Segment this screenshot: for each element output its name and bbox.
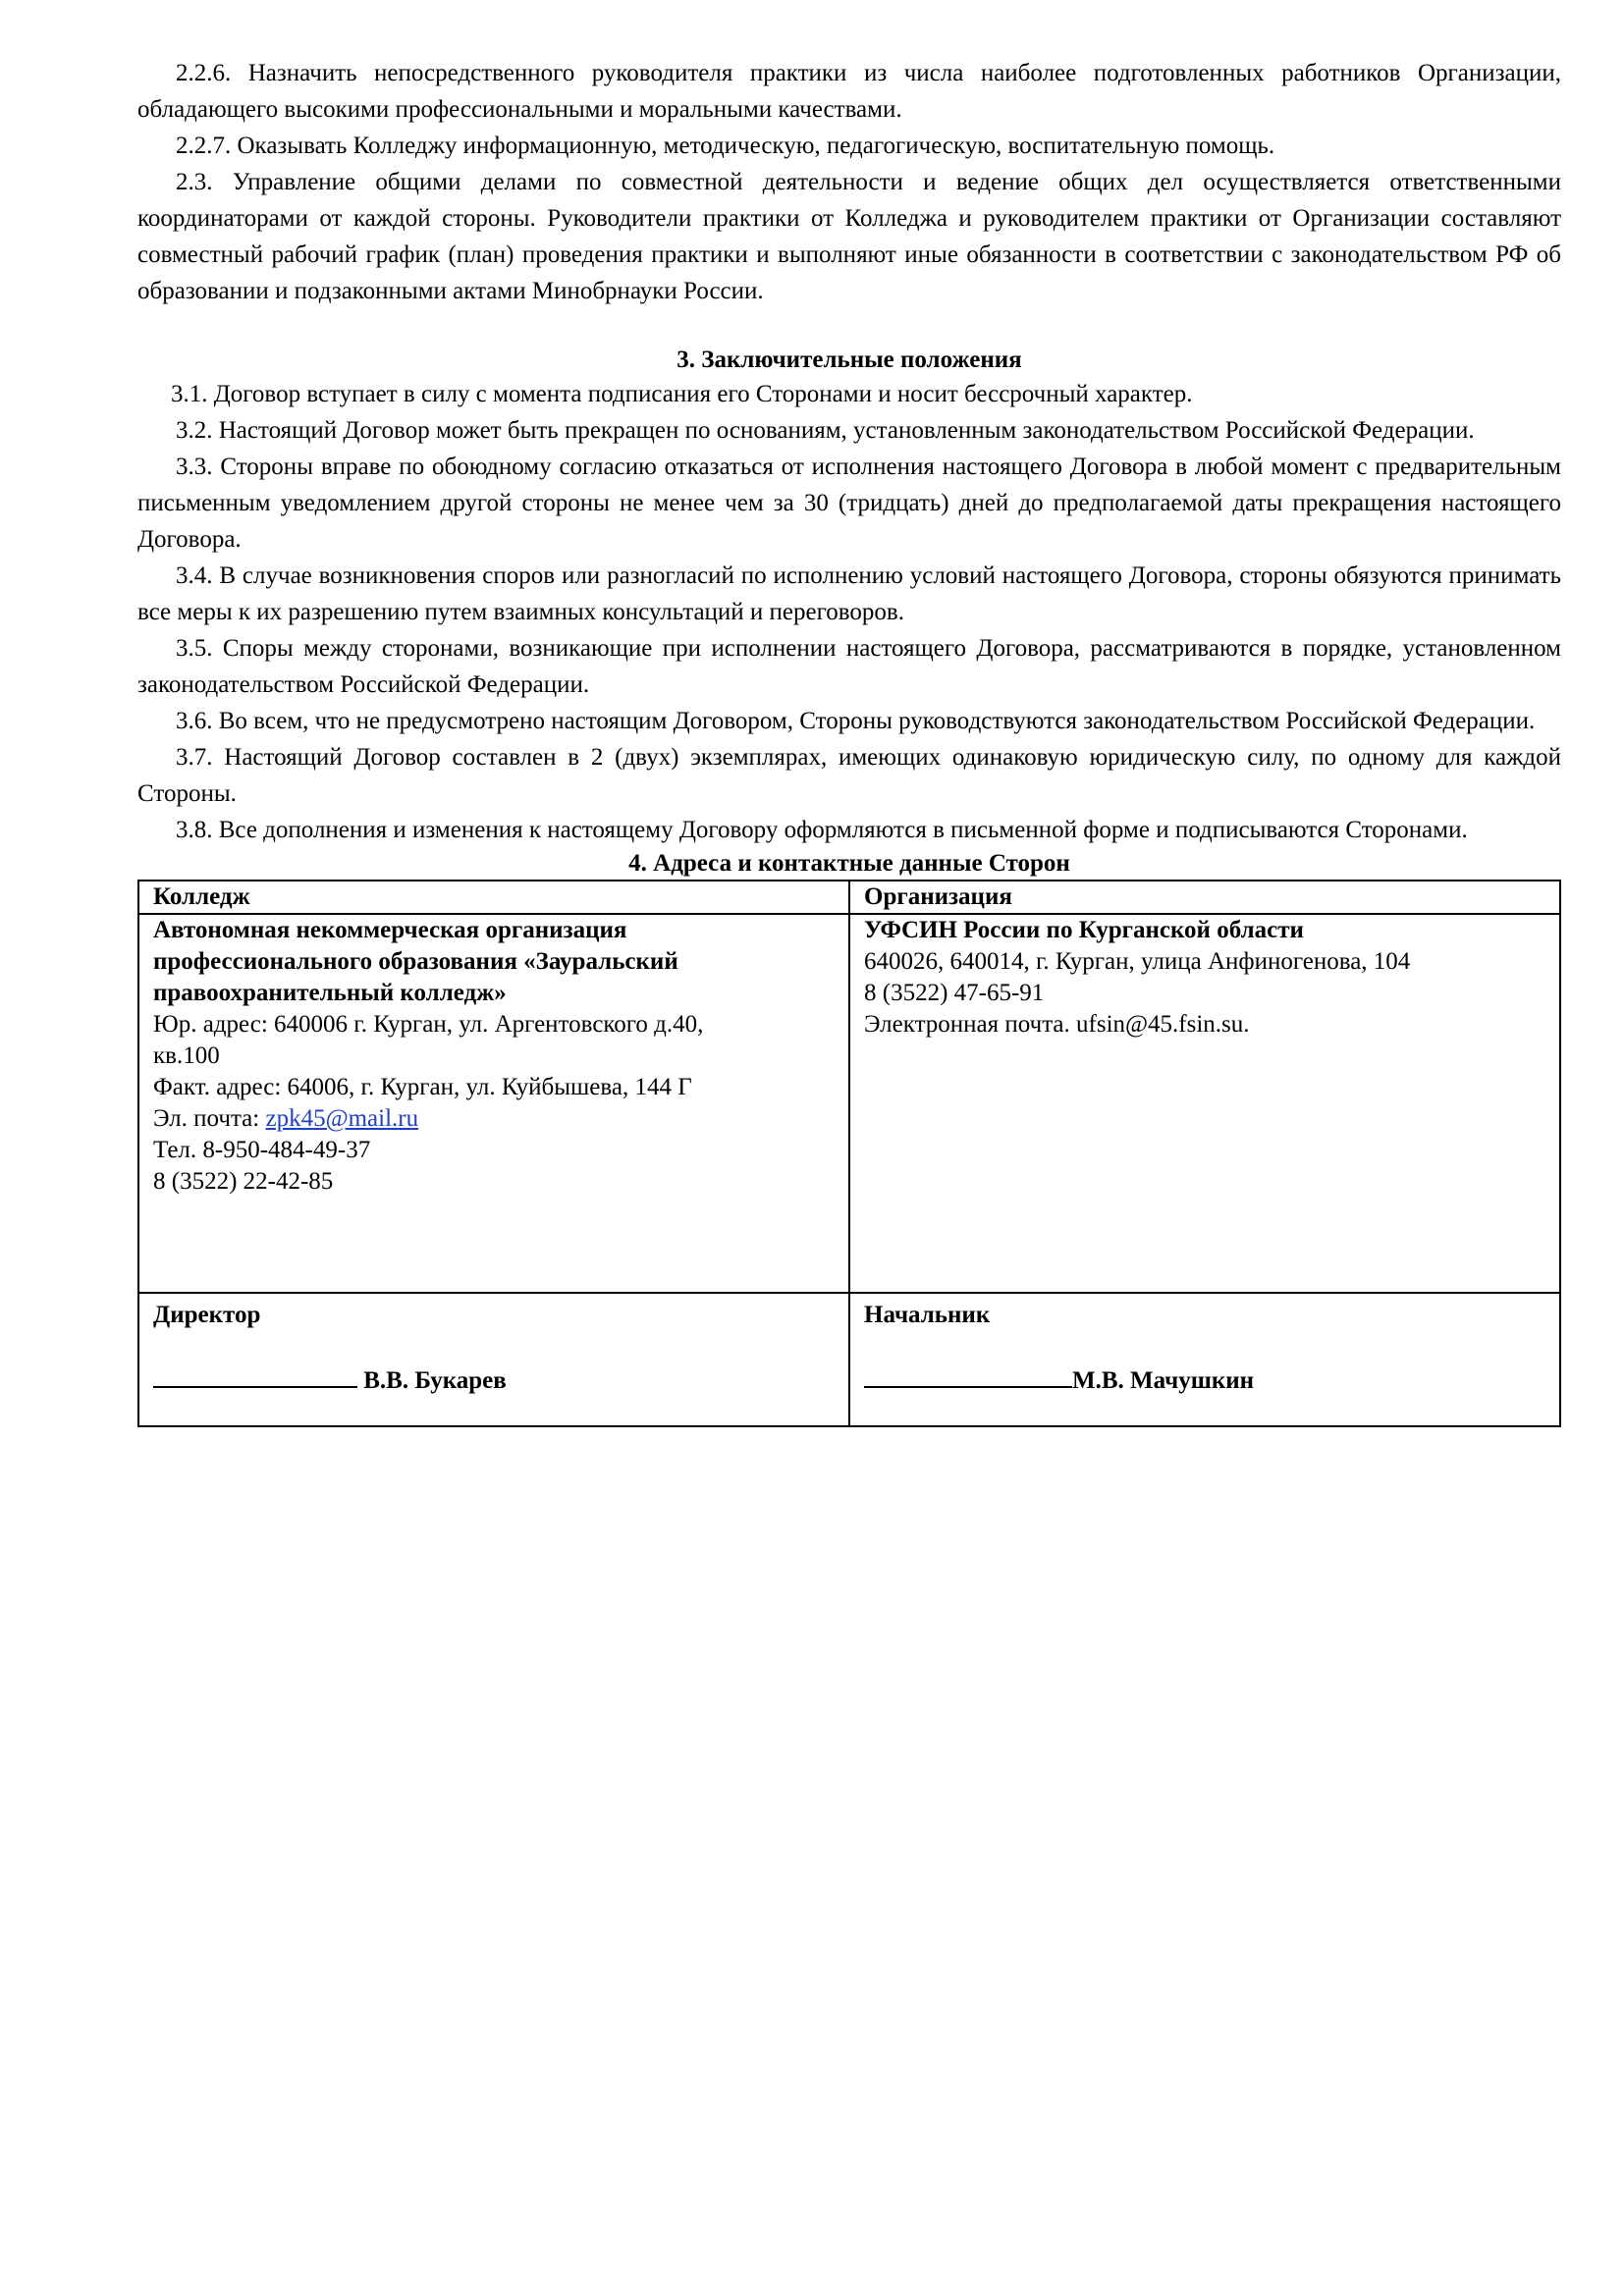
college-name-line-2: профессионального образования «Зауральский xyxy=(153,948,678,975)
college-details xyxy=(138,914,849,1293)
parties-signature-row xyxy=(138,1293,1560,1426)
college-header: Колледж xyxy=(138,881,849,914)
clause-3-7: 3.7. Настоящий Договор составлен в 2 (двух) экземплярах, имеющих одинаковую юридическую силу, по одному для каждой Стороны. xyxy=(137,744,1561,807)
document-page xyxy=(137,55,1561,1427)
organization-address: 640026, 640014, г. Курган, улица Анфиногенова, 104 xyxy=(864,948,1411,975)
college-email-line xyxy=(153,1103,835,1135)
clause-3-3: 3.3. Стороны вправе по обоюдному согласию отказаться от исполнения настоящего Договора в любой момент с предварительным письменным уведомлением другой стороны не менее чем за 30 (тридцать) дней до предполагаемой даты прекращения настоящего Договора. xyxy=(137,454,1561,553)
college-signer-title: Директор xyxy=(153,1302,261,1328)
college-signer-name: В.В. Букарев xyxy=(363,1367,507,1394)
organization-phone: 8 (3522) 47-65-91 xyxy=(864,980,1045,1006)
organization-name: УФСИН России по Курганской области xyxy=(864,917,1304,943)
college-legal-address: Юр. адрес: 640006 г. Курган, ул. Аргентовского д.40, xyxy=(153,1011,704,1038)
college-actual-address: Факт. адрес: 64006, г. Курган, ул. Куйбышева, 144 Г xyxy=(153,1074,692,1100)
section-4-title: 4. Адреса и контактные данные Сторон xyxy=(628,850,1070,877)
organization-signature-line xyxy=(864,1361,1545,1397)
college-name-line-1: Автономная некоммерческая организация xyxy=(153,917,627,943)
clause-2-3: 2.3. Управление общими делами по совместной деятельности и ведение общих дел осуществляется ответственными координаторами от каждой стороны. Руководители практики от Колледжа и руководителем практики от Организации составляют совместный рабочий график (план) проведения практики и выполняют иные обязанности в соответствии с законодательством РФ об образовании и подзаконными актами Минобрнауки России. xyxy=(137,169,1561,304)
college-signature-blank xyxy=(153,1361,357,1388)
organization-signer-name: М.В. Мачушкин xyxy=(1072,1367,1255,1394)
college-email-link[interactable]: zpk45@mail.ru xyxy=(265,1105,419,1132)
organization-signature-blank xyxy=(864,1361,1072,1388)
college-email-label: Эл. почта: xyxy=(153,1105,266,1132)
college-phone-1: Тел. 8-950-484-49-37 xyxy=(153,1137,371,1163)
section-spacer xyxy=(137,309,1561,345)
college-signature-block xyxy=(138,1293,849,1426)
clause-3-6: 3.6. Во всем, что не предусмотрено настоящим Договором, Стороны руководствуются законодательством Российской Федерации. xyxy=(176,708,1536,734)
parties-table xyxy=(137,880,1561,1427)
college-phone-2: 8 (3522) 22-42-85 xyxy=(153,1168,334,1195)
college-name-line-3: правоохранительный колледж» xyxy=(153,980,507,1006)
organization-signature-block xyxy=(849,1293,1560,1426)
clause-3-1: 3.1. Договор вступает в силу с момента подписания его Сторонами и носит бессрочный характер. xyxy=(171,381,1193,407)
organization-signer-title: Начальник xyxy=(864,1302,991,1328)
clause-3-4: 3.4. В случае возникновения споров или разногласий по исполнению условий настоящего Договора, стороны обязуются принимать все меры к их разрешению путем взаимных консультаций и переговоров. xyxy=(137,562,1561,625)
clause-3-8: 3.8. Все дополнения и изменения к настоящему Договору оформляются в письменной форме и подписываются Сторонами. xyxy=(176,817,1468,843)
college-signature-line xyxy=(153,1361,835,1397)
organization-details xyxy=(849,914,1560,1293)
college-legal-address-cont: кв.100 xyxy=(153,1042,220,1069)
clause-3-5: 3.5. Споры между сторонами, возникающие при исполнении настоящего Договора, рассматриваются в порядке, установленном законодательством Российской Федерации. xyxy=(137,635,1561,698)
organization-header: Организация xyxy=(849,881,1560,914)
section-3-title: 3. Заключительные положения xyxy=(677,347,1022,373)
organization-email: Электронная почта. ufsin@45.fsin.su. xyxy=(864,1011,1250,1038)
clause-2-2-7: 2.2.7. Оказывать Колледжу информационную, методическую, педагогическую, воспитательную помощь. xyxy=(176,133,1275,159)
parties-header-row xyxy=(138,881,1560,914)
clause-2-2-6: 2.2.6. Назначить непосредственного руководителя практики из числа наиболее подготовленных работников Организации, обладающего высокими профессиональными и моральными качествами. xyxy=(137,60,1561,123)
parties-details-row xyxy=(138,914,1560,1293)
clause-3-2: 3.2. Настоящий Договор может быть прекращен по основаниям, установленным законодательством Российской Федерации. xyxy=(176,417,1475,444)
